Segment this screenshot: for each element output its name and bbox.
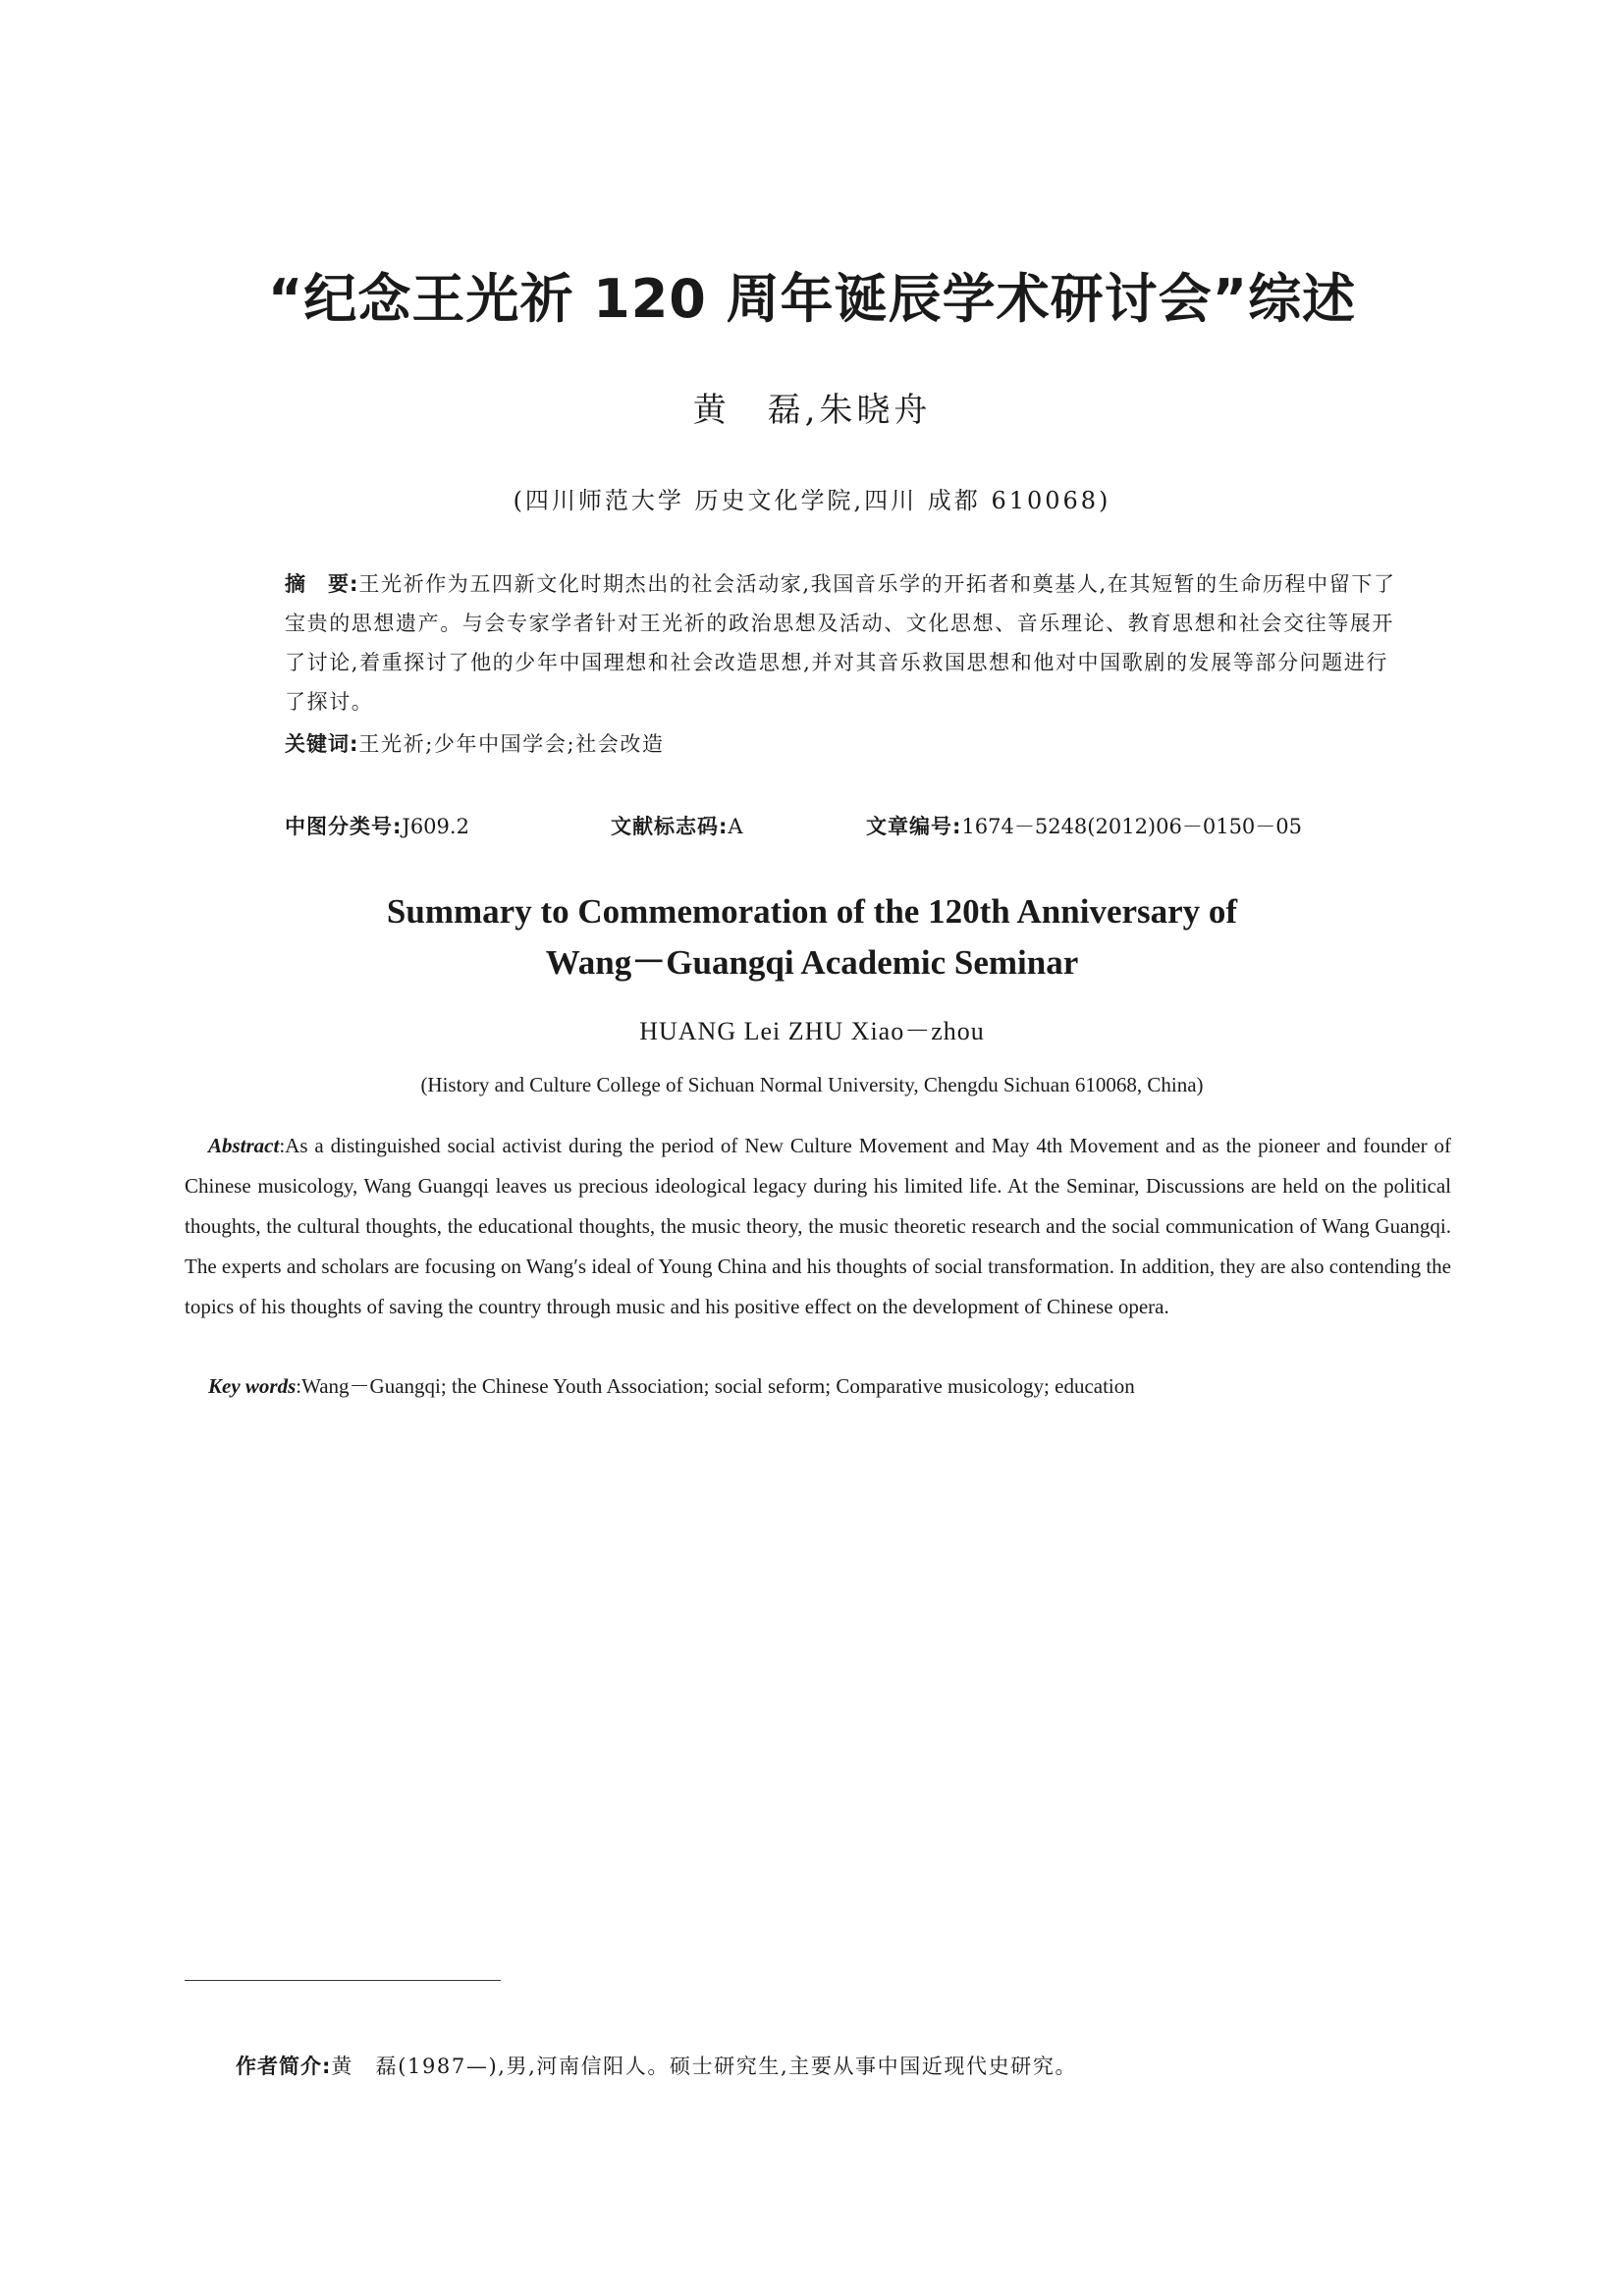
document-code — [611, 807, 743, 846]
clc-value: J609.2 — [402, 815, 469, 838]
english-keywords-text: :Wang－Guangqi; the Chinese Youth Association; social seform; Comparative musicology; education — [296, 1374, 1135, 1398]
chinese-keywords-text: 王光祈;少年中国学会;社会改造 — [358, 732, 665, 756]
english-title — [0, 886, 1624, 988]
chinese-abstract-label: 摘 要: — [285, 572, 359, 596]
english-abstract — [185, 1126, 1451, 1327]
english-abstract-label: Abstract — [208, 1134, 280, 1157]
chinese-affiliation: (四川师范大学 历史文化学院,四川 成都 610068) — [513, 487, 1111, 514]
chinese-abstract-text: 王光祈作为五四新文化时期杰出的社会活动家,我国音乐学的开拓者和奠基人,在其短暂的生命历程中留下了宝贵的思想遗产。与会专家学者针对王光祈的政治思想及活动、文化思想、音乐理论、教育思想和社会交往等展开了讨论,着重探讨了他的少年中国理想和社会改造思想,并对其音乐救国思想和他对中国歌剧的发展等部分问题进行了探讨。 — [285, 572, 1396, 714]
chinese-keywords-label: 关键词: — [285, 732, 359, 756]
chinese-authors: 黄 磊,朱晓舟 — [692, 391, 932, 430]
clc-label: 中图分类号: — [285, 815, 403, 838]
english-title-line-1: Summary to Commemoration of the 120th Anniversary of — [386, 892, 1238, 931]
clc-number — [285, 807, 469, 846]
english-abstract-text: :As a distinguished social activist during the period of New Culture Movement and May 4th Movement and as the pioneer and founder of Chinese musicology, Wang Guangqi leaves us precious ideological legacy during his limited life. At the Seminar, Discussions are held on the political thoughts, the cultural thoughts, the educational thoughts, the music theory, the music theoretic research and the social communication of Wang Guangqi. The experts and scholars are focusing on Wang′s ideal of Young China and his thoughts of social transformation. In addition, they are also contending the topics of his thoughts of saving the country through music and his positive effect on the development of Chinese opera. — [185, 1134, 1451, 1318]
english-authors: HUANG Lei ZHU Xiao－zhou — [639, 1017, 985, 1045]
footnote-divider — [185, 1980, 501, 1981]
english-title-line-2: Wang－Guangqi Academic Seminar — [545, 943, 1079, 982]
english-keywords-label: Key words — [208, 1374, 297, 1398]
english-keywords — [208, 1366, 1455, 1407]
author-footnote — [236, 2049, 1434, 2084]
footnote-label: 作者简介: — [236, 2055, 332, 2078]
article-number-label: 文章编号: — [866, 815, 962, 838]
chinese-keywords — [285, 724, 1404, 764]
document-code-value: A — [728, 815, 743, 838]
footnote-text: 黄 磊(1987—),男,河南信阳人。硕士研究生,主要从事中国近现代史研究。 — [331, 2055, 1078, 2078]
document-code-label: 文献标志码: — [611, 815, 729, 838]
chinese-title: “纪念王光祈 120 周年诞辰学术研讨会”综述 — [267, 268, 1357, 330]
article-number — [866, 807, 1302, 846]
chinese-abstract — [285, 564, 1404, 721]
english-affiliation: (History and Culture College of Sichuan Normal University, Chengdu Sichuan 610068, China) — [420, 1073, 1204, 1096]
article-number-value: 1674－5248(2012)06－0150－05 — [961, 815, 1303, 838]
